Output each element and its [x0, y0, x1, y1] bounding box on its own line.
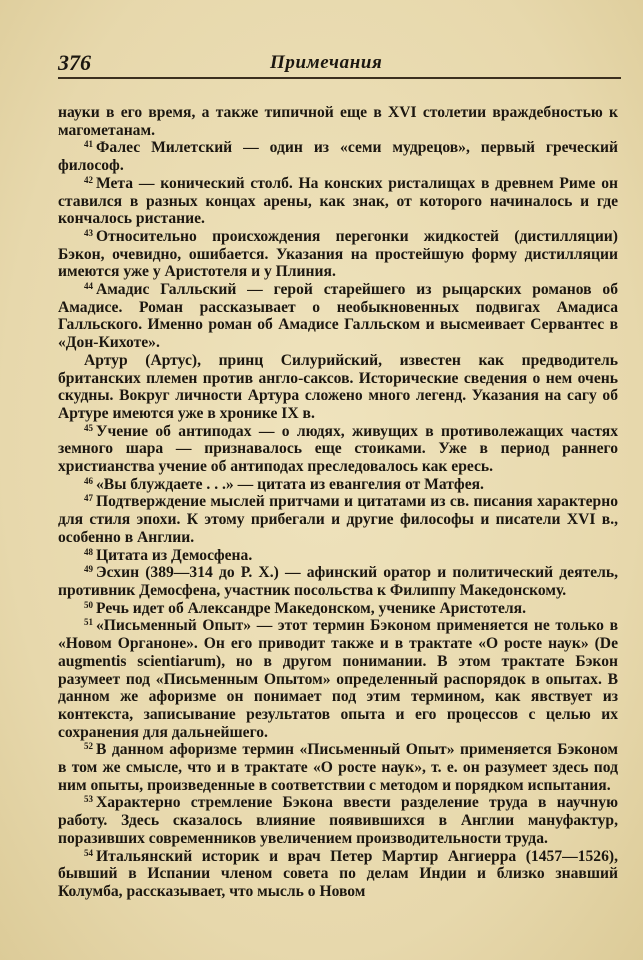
footnote-text: Подтверждение мыслей притчами и цитатами из св. писания характерно для стиля эпохи. К этому прибегали и другие философы и писатели XVI в., особенно в Англии. [58, 493, 618, 546]
footnote-number: 47 [84, 493, 93, 504]
footnote-50 [58, 600, 618, 618]
page-header [58, 50, 621, 80]
footnote-text: Эсхин (389—314 до Р. Х.) — афинский оратор и политический деятель, противник Демосфена, участник посольства к Филиппу Македонскому. [58, 564, 618, 599]
footnote-number: 44 [84, 281, 93, 292]
footnote-number: 54 [84, 847, 93, 858]
footnote-number: 52 [84, 741, 93, 752]
footnote-49 [58, 564, 618, 599]
footnote-54 [58, 848, 618, 901]
footnote-text: Характерно стремление Бэкона ввести разделение труда в научную работу. Здесь сказалось влияние появившихся в Англии мануфактур, поразивших современников увеличением производительности труда. [58, 794, 618, 847]
footnote-45 [58, 423, 618, 476]
footnote-text: Артур (Артус), принц Силурийский, известен как предводитель британских племен против англо-саксов. Исторические сведения о нем очень скудны. Вокруг личности Артура сложено много легенд. Указания на сагу об Артуре имеются уже в хронике IX в. [58, 351, 618, 422]
footnote-47 [58, 493, 618, 546]
footnote-number: 46 [84, 475, 93, 486]
footnote-text: Амадис Галльский — герой старейшего из рыцарских романов об Амадисе. Роман рассказывает о необыкновенных подвигах Амадиса Галльского. Именно роман об Амадисе Галльском и высмеивает Сервантес в «Дон-Кихоте». [58, 281, 618, 352]
footnote-number: 41 [84, 139, 93, 150]
paragraph [58, 352, 618, 423]
footnote-text: Учение об антиподах — о людях, живущих в противолежащих частях земного шара — признавалось еще стоиками. Уже в период раннего христианства учение об антиподах преследовалось как ересь. [58, 422, 618, 476]
footnote-number: 43 [84, 227, 93, 238]
footnote-text: Цитата из Демосфена. [96, 546, 253, 564]
page-number: 376 [58, 50, 91, 75]
footnote-48 [58, 547, 618, 565]
footnote-42 [58, 175, 618, 228]
footnote-number: 45 [84, 422, 93, 433]
footnote-number: 49 [84, 564, 93, 575]
footnote-text: Фалес Милетский — один из «семи мудрецов», первый греческий философ. [58, 139, 618, 175]
header-rule [58, 77, 621, 79]
footnote-number: 50 [84, 599, 93, 610]
running-head: Примечания [270, 52, 383, 73]
footnote-number: 42 [84, 174, 93, 185]
footnote-text: Мета — конический столб. На конских ристалищах в древнем Риме он ставился в разных концах арены, как знак, от которого начиналось и где кончалось ристание. [58, 174, 618, 228]
footnote-52 [58, 741, 618, 794]
footnote-43 [58, 228, 618, 281]
paragraph [58, 104, 618, 139]
footnote-number: 48 [84, 546, 93, 557]
footnote-41 [58, 139, 618, 174]
footnote-44 [58, 281, 618, 352]
footnote-text: В данном афоризме термин «Письменный Опыт» применяется Бэконом в том же смысле, что и в трактате «О росте наук», т. е. он разумеет здесь под ним опыты, произведенные в соответствии с методом и порядком испытания. [58, 741, 618, 794]
footnote-51 [58, 617, 618, 741]
footnote-text: «Письменный Опыт» — этот термин Бэконом применяется не только в «Новом Органоне». Он его приводит также и в трактате «О росте наук» (De augmentis scientiarum), но в другом понимании. В этом трактате Бэкон разумеет под «Письменным Опытом» определенный распорядок в опытах. В данном же афоризме он понимает под этим термином, как явствует из контекста, записывание результатов опыта и его процессов с целью их сохранения для дальнейшего. [58, 617, 618, 741]
footnote-text: науки в его время, а также типичной еще в XVI столетии враждебностью к магометанам. [58, 104, 618, 139]
footnote-46 [58, 476, 618, 494]
footnote-text: Речь идет об Александре Македонском, ученике Аристотеля. [96, 599, 526, 617]
footnote-number: 53 [84, 794, 93, 805]
notes-body [58, 104, 618, 901]
footnote-text: Итальянский историк и врач Петер Мартир Ангиерра (1457—1526), бывший в Испании членом совета по делам Индии и близко знавший Колумба, рассказывает, что мысль о Новом [58, 847, 618, 900]
footnote-text: «Вы блуждаете . . .» — цитата из евангелия от Матфея. [96, 475, 484, 493]
footnote-53 [58, 794, 618, 847]
footnote-text: Относительно происхождения перегонки жидкостей (дистилляции) Бэкон, очевидно, ошибается. Указания на простейшую форму дистилляции имеются уже у Аристотеля и у Плиния. [58, 227, 618, 281]
footnote-number: 51 [84, 617, 93, 628]
